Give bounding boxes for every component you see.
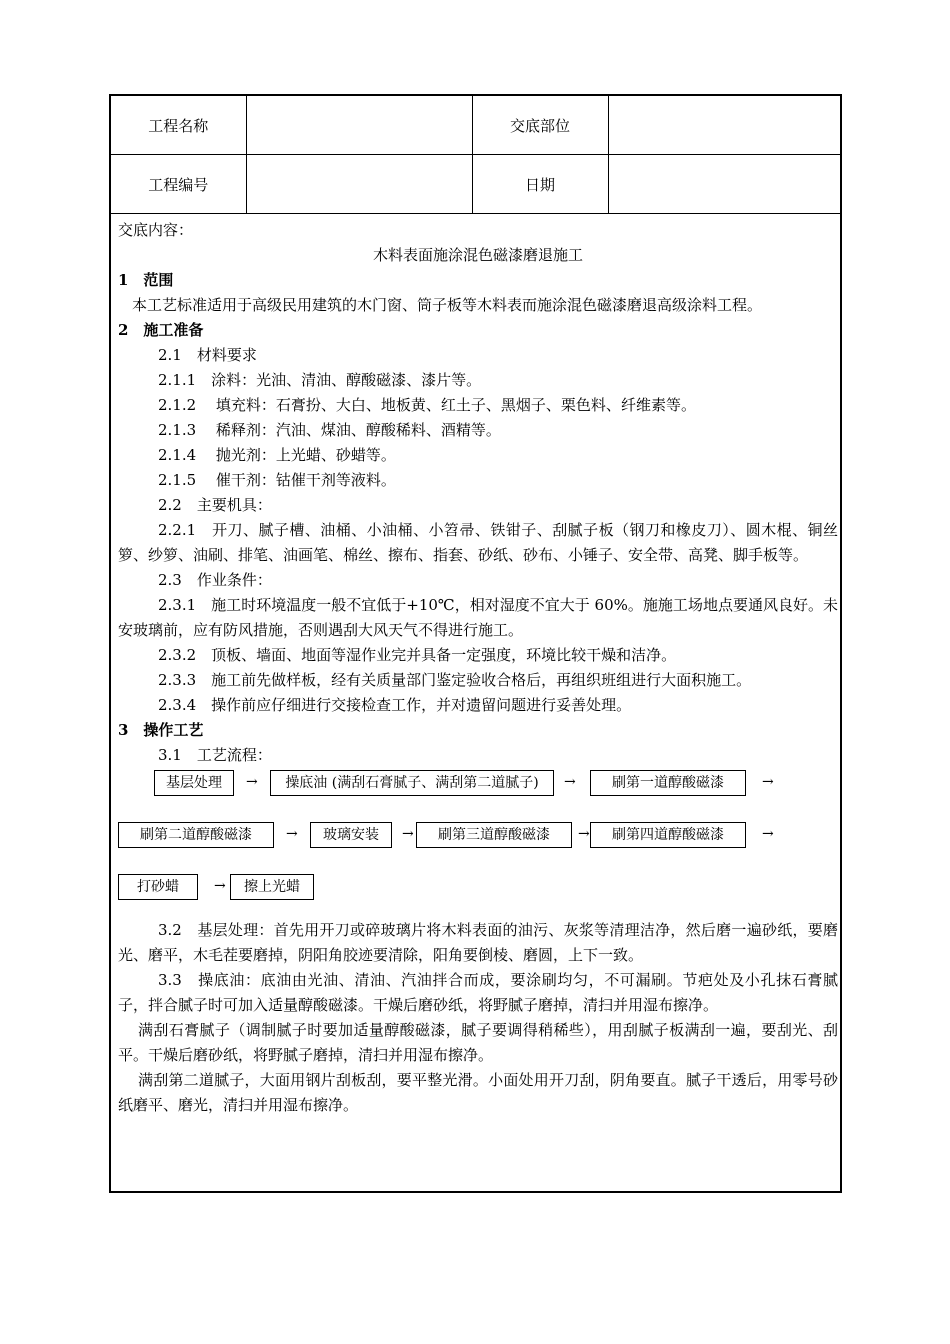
section-2-1: 2.1 材料要求: [158, 346, 257, 364]
section-2-1-3: 2.1.3 稀释剂：汽油、煤油、醇酸稀料、酒精等。: [158, 421, 501, 439]
section-2-heading: 2 施工准备: [118, 321, 204, 339]
project-no-label: 工程编号: [111, 155, 246, 214]
section-2-3-2: 2.3.2 顶板、墙面、地面等湿作业完并具备一定强度，环境比较干燥和洁净。: [158, 646, 677, 664]
flow-step-sanding-wax: 打砂蜡: [118, 874, 198, 900]
section-2-1-4: 2.1.4 抛光剂：上光蜡、砂蜡等。: [158, 446, 396, 464]
disclosure-content: [118, 218, 838, 1118]
section-2-3-4: 2.3.4 操作前应仔细进行交接检查工作，并对遗留问题进行妥善处理。: [158, 696, 632, 714]
flow-arrow: →: [762, 774, 774, 790]
section-3-1: 3.1 工艺流程：: [158, 746, 272, 764]
section-3-2: 3.2 基层处理：首先用开刀或碎玻璃片将木料表面的油污、灰浆等清理洁净，然后磨一遍砂纸，要磨光、磨平，木毛茬要磨掉，阴阳角胶迹要清除，阳角要倒棱、磨圆，上下一致。: [118, 921, 838, 964]
section-2-3: 2.3 作业条件：: [158, 571, 272, 589]
section-1-heading: 1 范围: [118, 271, 174, 289]
document-title: 木料表面施涂混色磁漆磨退施工: [372, 246, 583, 264]
flow-arrow: →: [402, 826, 414, 842]
flow-step-polish-wax: 擦上光蜡: [230, 874, 314, 900]
flow-arrow: →: [246, 774, 258, 790]
flow-step-base-treatment: 基层处理: [154, 770, 234, 796]
project-name-label: 工程名称: [111, 96, 246, 155]
flow-step-coat-3: 刷第三道醇酸磁漆: [416, 822, 572, 848]
section-2-1-2: 2.1.2 填充料：石膏扮、大白、地板黄、红土子、黑烟子、栗色料、纤维素等。: [158, 396, 696, 414]
location-label: 交底部位: [472, 96, 608, 155]
flow-arrow: →: [286, 826, 298, 842]
flow-step-coat-4: 刷第四道醇酸磁漆: [590, 822, 746, 848]
section-2-3-3: 2.3.3 施工前先做样板，经有关质量部门鉴定验收合格后，再组织班组进行大面积施工。: [158, 671, 752, 689]
flow-arrow: →: [762, 826, 774, 842]
flow-step-glass-install: 玻璃安装: [310, 822, 392, 848]
header-table: [111, 96, 840, 214]
section-2-2-1: 2.2.1 开刀、腻子槽、油桶、小油桶、小笤帚、铁钳子、刮腻子板（钢刀和橡皮刀）、圆木棍、铜丝箩、纱箩、油刷、排笔、油画笔、棉丝、擦布、指套、砂纸、砂布、小锤子、安全带、高凳、脚手板等。: [118, 521, 838, 564]
section-2-1-5: 2.1.5 催干剂：钴催干剂等液料。: [158, 471, 396, 489]
process-flow: [118, 768, 838, 918]
flow-step-primer: 操底油 (满刮石膏腻子、满刮第二道腻子): [270, 770, 554, 796]
date-label: 日期: [472, 155, 608, 214]
intro-label: 交底内容：: [118, 221, 194, 239]
flow-arrow: →: [578, 826, 590, 842]
putty-paragraph-1: 满刮石膏腻子（调制腻子时要加适量醇酸磁漆，腻子要调得稍稀些），用刮腻子板满刮一遍，要刮光、刮平。干燥后磨砂纸，将野腻子磨掉，清扫并用湿布擦净。: [118, 1021, 838, 1064]
project-name-value[interactable]: [246, 96, 472, 155]
section-2-2: 2.2 主要机具：: [158, 496, 272, 514]
flow-step-coat-1: 刷第一道醇酸磁漆: [590, 770, 746, 796]
section-1-text: 本工艺标准适用于高级民用建筑的木门窗、筒子板等木料表而施涂混色磁漆磨退高级涂料工程。: [132, 296, 763, 314]
disclosure-form: [109, 94, 842, 1193]
project-no-value[interactable]: [246, 155, 472, 214]
flow-step-coat-2: 刷第二道醇酸磁漆: [118, 822, 274, 848]
flow-arrow: →: [214, 878, 226, 894]
section-2-1-1: 2.1.1 涂料：光油、清油、醇酸磁漆、漆片等。: [158, 371, 482, 389]
location-value[interactable]: [608, 96, 840, 155]
section-3-3: 3.3 操底油：底油由光油、清油、汽油拌合而成，要涂刷均匀，不可漏刷。节疤处及小孔抹石膏腻子，拌合腻子时可加入适量醇酸磁漆。干燥后磨砂纸，将野腻子磨掉，清扫并用湿布擦净。: [118, 971, 838, 1014]
section-2-3-1: 2.3.1 施工时环境温度一般不宜低于+10℃，相对湿度不宜大于 60%。施施工场地点要通风良好。未安玻璃前，应有防风措施，否则遇刮大风天气不得进行施工。: [118, 596, 838, 639]
date-value[interactable]: [608, 155, 840, 214]
section-3-heading: 3 操作工艺: [118, 721, 204, 739]
putty-paragraph-2: 满刮第二道腻子，大面用钢片刮板刮，要平整光滑。小面处用开刀刮，阴角要直。腻子干透后，用零号砂纸磨平、磨光，清扫并用湿布擦净。: [118, 1071, 838, 1114]
flow-arrow: →: [564, 774, 576, 790]
